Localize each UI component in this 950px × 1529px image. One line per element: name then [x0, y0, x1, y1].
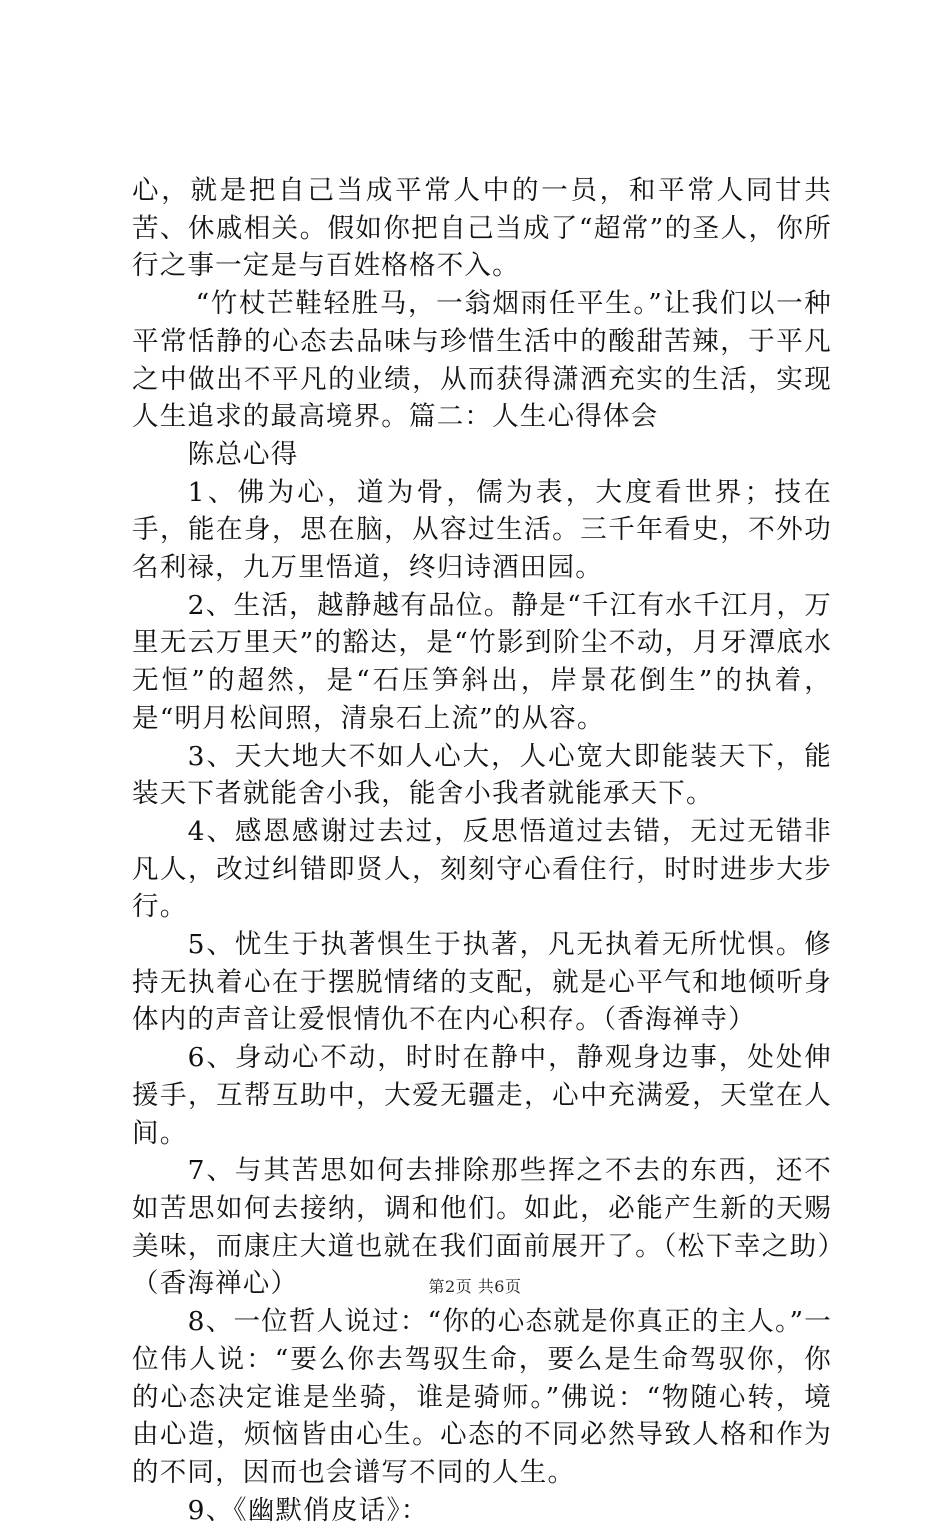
list-item-5: 5、忧生于执著惧生于执著，凡无执着无所忧惧。修持无执着心在于摆脱情绪的支配，就是心平气和地倾听身体内的声音让爱恨情仇不在内心积存。（香海禅寺） [132, 929, 832, 1036]
paragraph-continuation: 心，就是把自己当成平常人中的一员，和平常人同甘共苦、休戚相关。假如你把自己当成了“超常”的圣人，你所行之事一定是与百姓格格不入。 [132, 175, 832, 282]
paragraph-quote: “竹杖芒鞋轻胜马，一翁烟雨任平生。”让我们以一种平常恬静的心态去品味与珍惜生活中的酸甜苦辣，于平凡之中做出不平凡的业绩，从而获得潇洒充实的生活，实现人生追求的最高境界。篇二：人生心得体会 [132, 288, 832, 433]
list-item-2: 2、生活，越静越有品位。静是“千江有水千江月，万里无云万里天”的豁达，是“竹影到阶尘不动，月牙潭底水无恒”的超然，是“石压笋斜出，岸景花倒生”的执着，是“明月松间照，清泉石上流”的从容。 [132, 589, 832, 734]
list-item-1: 1、佛为心，道为骨，儒为表，大度看世界；技在手，能在身，思在脑，从容过生活。三千年看史，不外功名利禄，九万里悟道，终归诗酒田园。 [132, 476, 832, 584]
list-item-4: 4、感恩感谢过去过，反思悟道过去错，无过无错非凡人，改过纠错即贤人，刻刻守心看住行，时时进步大步行。 [132, 815, 832, 923]
list-item-7: 7、与其苦思如何去排除那些挥之不去的东西，还不如苦思如何去接纳，调和他们。如此，必能产生新的天赐美味，而康庄大道也就在我们面前展开了。（松下幸之助）（香海禅心） [132, 1155, 832, 1300]
page-number-footer: 第2页 共6页 [428, 1277, 522, 1296]
list-item-8: 8、一位哲人说过：“你的心态就是你真正的主人。”一位伟人说：“要么你去驾驭生命，要么是生命驾驭你，你的心态决定谁是坐骑，谁是骑师。”佛说：“物随心转，境由心造，烦恼皆由心生。心态的不同必然导致人格和作为的不同，因而也会谱写不同的人生。 [132, 1306, 832, 1488]
section-heading: 陈总心得 [187, 438, 299, 470]
list-item-9: 9、《幽默俏皮话》： [187, 1494, 429, 1526]
document-body [132, 172, 832, 1529]
list-item-6: 6、身动心不动，时时在静中，静观身边事，处处伸援手，互帮互助中，大爱无疆走，心中充满爱，天堂在人间。 [132, 1042, 832, 1149]
list-item-3: 3、天大地大不如人心大，人心宽大即能装天下，能装天下者就能舍小我，能舍小我者就能承天下。 [132, 740, 832, 810]
